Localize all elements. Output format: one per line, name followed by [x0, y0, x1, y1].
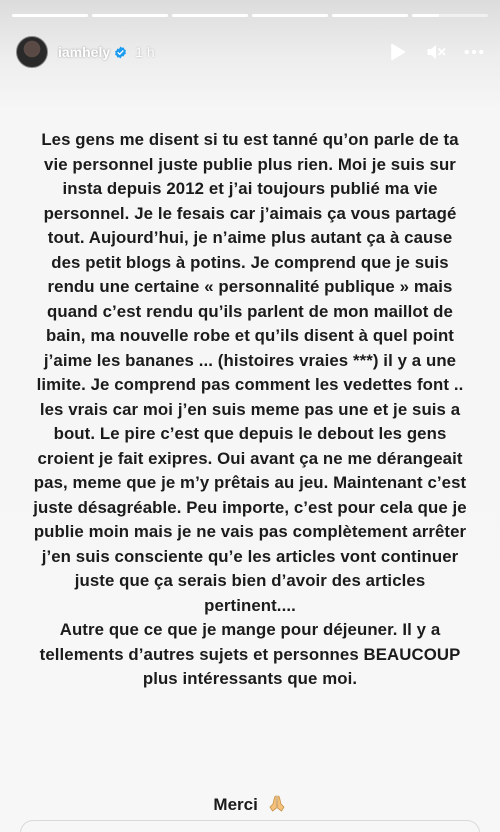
progress-segment [12, 14, 88, 17]
folded-hands-icon [267, 793, 287, 818]
mute-icon[interactable] [426, 42, 446, 62]
story-controls [388, 42, 484, 62]
story-paragraph: Autre que ce que je mange pour déjeuner. Il y a tellements d’autres sujets et personnes BEAUCOUP plus intéressants que moi. [39, 620, 461, 688]
verified-badge-icon [114, 46, 127, 59]
sign-off [0, 793, 500, 818]
username[interactable]: iamhely [58, 44, 111, 60]
story-header [16, 34, 484, 70]
sign-off-text: Merci [213, 795, 258, 814]
post-time: 1 h [135, 44, 155, 60]
story-progress-bar [12, 14, 488, 17]
progress-segment [332, 14, 408, 17]
progress-segment [412, 14, 488, 17]
more-icon[interactable] [464, 42, 484, 62]
story-text [32, 128, 468, 692]
progress-segment [252, 14, 328, 17]
story-paragraph: Les gens me disent si tu est tanné qu’on parle de ta vie personnel juste publie plus rien. Moi je suis sur insta depuis 2012 et j’ai toujours publié ma vie personnel. Je le fesais car j’aimais ça vous partagé tout. Aujourd’hui, je n’aime plus autant ça à cause des petit blogs à potins. Je comprend que je suis rendu une certaine « personnalité publique » mais quand c’est rendu qu’ils parlent de mon maillot de bain, ma nouvelle robe et qu’ils disent à quel point j’aime les bananes ... (histoires vraies ***) il y a une limite. Je comprend pas comment les vedettes font .. les vrais car moi j’en suis meme pas une et je suis a bout. Le pire c’est que depuis le debout les gens croient je fait exipres. Oui avant ça ne me dérangeait pas, meme que je m’y prêtais au jeu. Maintenant c’est juste désagréable. Peu importe, c’est pour cela que je publie moin mais je ne vais pas complètement arrêter j’en suis consciente qu’e les articles vont continuer juste que ça serais bien d’avoir des articles pertinent.... [33, 130, 467, 615]
reply-field-edge[interactable] [20, 820, 480, 832]
progress-segment [172, 14, 248, 17]
progress-segment [92, 14, 168, 17]
play-icon[interactable] [388, 42, 408, 62]
avatar[interactable] [16, 36, 48, 68]
